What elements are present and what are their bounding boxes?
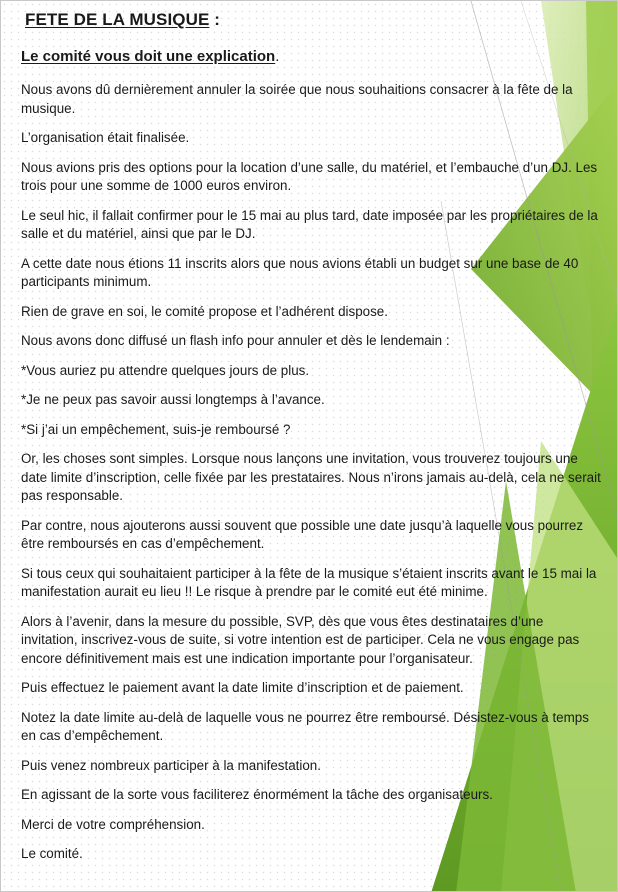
paragraph: Alors à l’avenir, dans la mesure du possible, SVP, dès que vous êtes destinataires d’une invitation, inscrivez-vous de suite, si votre intention est de participer. Cela ne vous engage pas encore définitivement mais est une indication importante pour l’organisateur. [21,613,580,666]
paragraph: Merci de votre compréhension. [21,816,205,832]
subtitle-suffix: . [275,48,280,65]
paragraph: Puis effectuez le paiement avant la date limite d’inscription et de paiement. [21,680,464,695]
paragraph: Puis venez nombreux participer à la manifestation. [21,757,321,773]
page-title-text: FETE DE LA MUSIQUE [25,10,210,29]
paragraph: L’organisation était finalisée. [21,130,190,145]
paragraph: Rien de grave en soi, le comité propose et l’adhérent dispose. [21,303,388,319]
bullet-comment: *Si j’ai un empêchement, suis-je remboursé ? [21,421,291,437]
page-title [25,10,220,30]
paragraph: A cette date nous étions 11 inscrits alors que nous avions établi un budget sur une base de 40 participants minimum. [21,255,579,289]
paragraph: En agissant de la sorte vous faciliterez énormément la tâche des organisateurs. [21,787,493,802]
bullet-comment: *Je ne peux pas savoir aussi longtemps à l’avance. [21,392,325,407]
subtitle-text: Le comité vous doit une explication [21,48,276,65]
paragraph: Notez la date limite au-delà de laquelle vous ne pourrez être remboursé. Désistez-vous à temps en cas d’empêchement. [21,709,589,743]
paragraph: Nous avons dû dernièrement annuler la soirée que nous souhaitions consacrer à la fête de la musique. [21,82,573,116]
paragraph: Le seul hic, il fallait confirmer pour le 15 mai au plus tard, date imposée par les propriétaires de la salle et du matériel, ainsi que par le DJ. [21,207,598,241]
paragraph: Nous avions pris des options pour la location d’une salle, du matériel, et l’embauche d’un DJ. Les trois pour une somme de 1000 euros environ. [21,159,598,193]
paragraph: Si tous ceux qui souhaitaient participer à la fête de la musique s’étaient inscrits avant le 15 mai la manifestation aurait eu lieu !! Le risque à prendre par le comité eut été minime. [21,565,597,599]
paragraph: Par contre, nous ajouterons aussi souvent que possible une date jusqu’à laquelle vous pourrez être remboursés en cas d’empêchement. [21,517,584,551]
paragraph: Nous avons donc diffusé un flash info pour annuler et dès le lendemain : [21,333,450,348]
page-title-suffix: : [209,10,220,29]
paragraph: Or, les choses sont simples. Lorsque nous lançons une invitation, vous trouverez toujours une date limite d’inscription, celle fixée par les prestataires. Nous n’irons jamais au-delà, cela ne serait pas responsable. [21,451,601,503]
subtitle [21,48,279,65]
bullet-comment: *Vous auriez pu attendre quelques jours de plus. [21,362,310,378]
signature: Le comité. [21,846,83,861]
document-body [21,81,603,875]
